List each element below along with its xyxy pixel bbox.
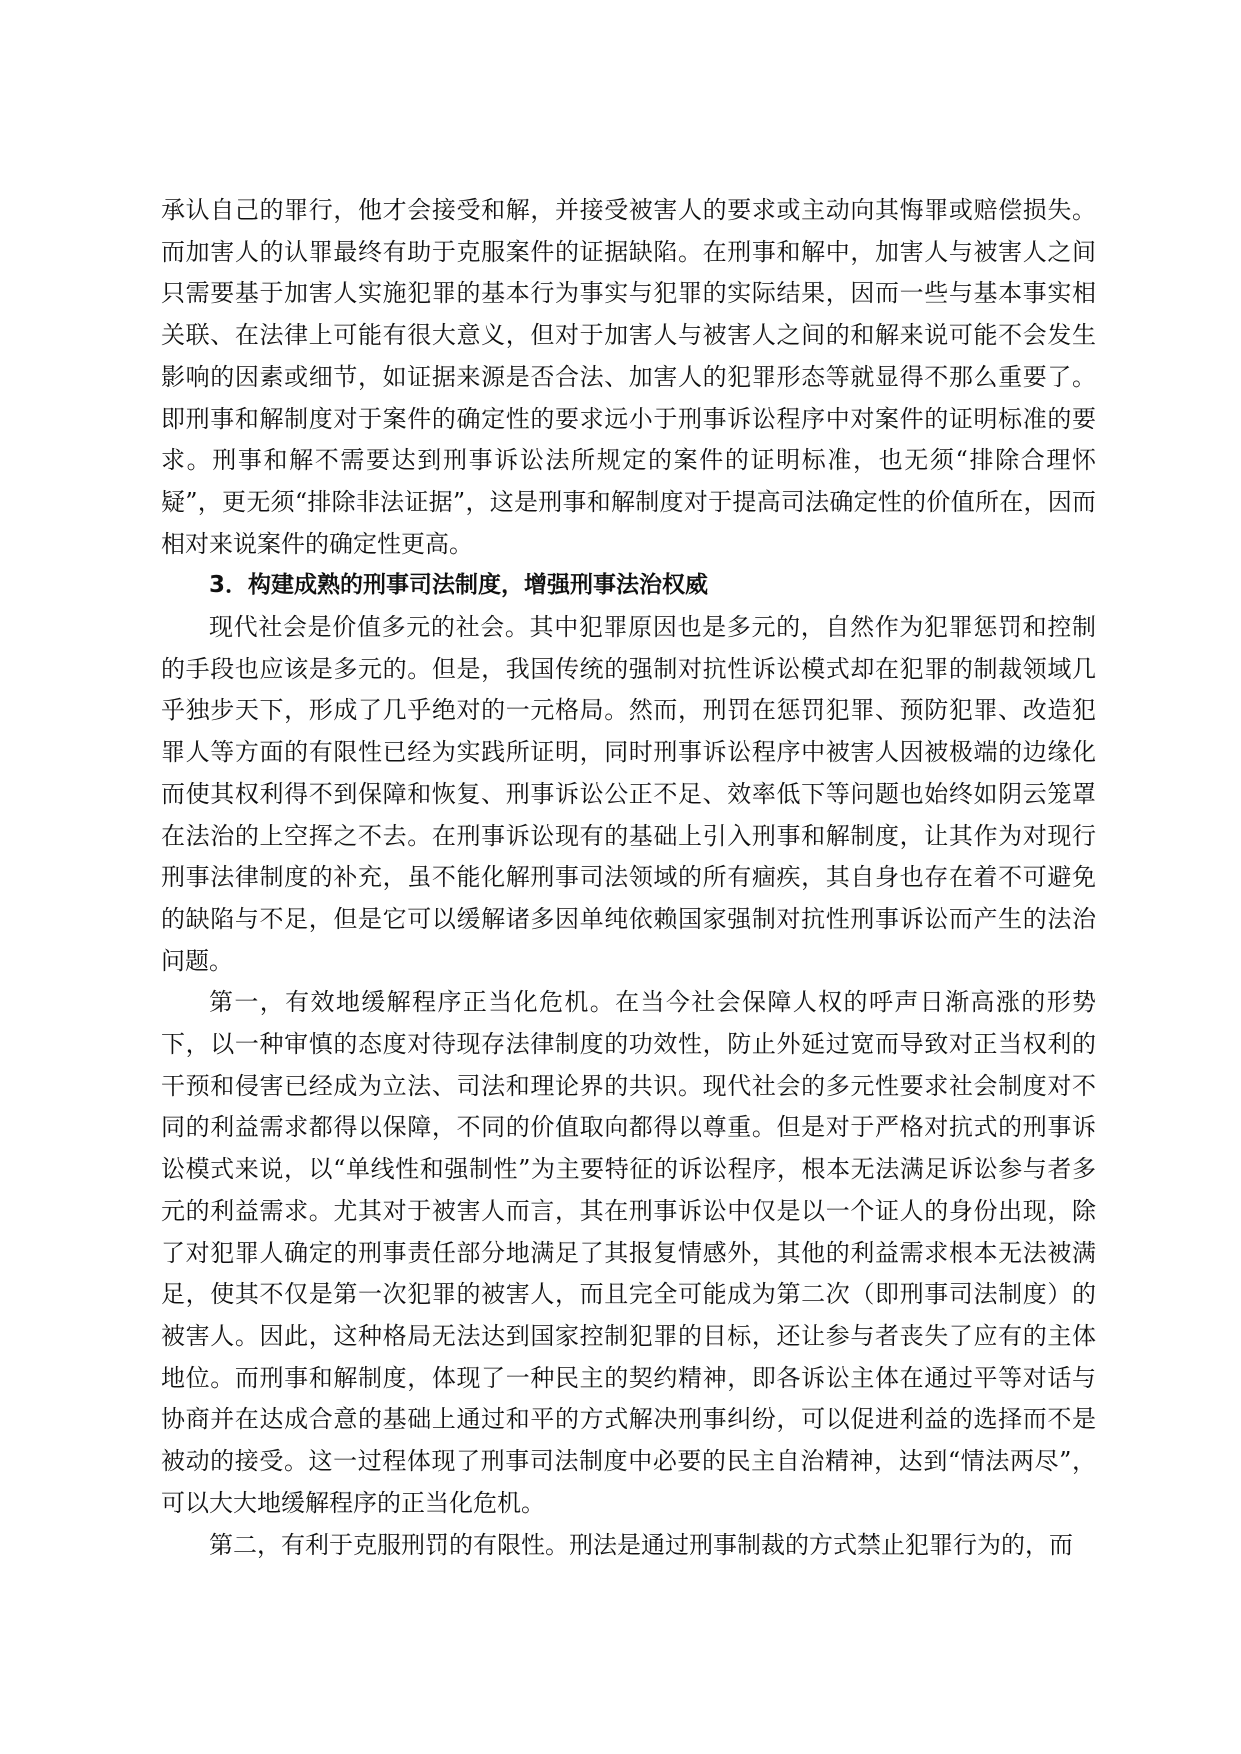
- paragraph-continuation: 承认自己的罪行，他才会接受和解，并接受被害人的要求或主动向其悔罪或赔偿损失。而加害人的认罪最终有助于克服案件的证据缺陷。在刑事和解中，加害人与被害人之间只需要基于加害人实施犯罪的基本行为事实与犯罪的实际结果，因而一些与基本事实相关联、在法律上可能有很大意义，但对于加害人与被害人之间的和解来说可能不会发生影响的因素或细节，如证据来源是否合法、加害人的犯罪形态等就显得不那么重要了。即刑事和解制度对于案件的确定性的要求远小于刑事诉讼程序中对案件的证明标准的要求。刑事和解不需要达到刑事诉讼法所规定的案件的证明标准，也无须“排除合理怀疑”，更无须“排除非法证据”，这是刑事和解制度对于提高司法确定性的价值所在，因而相对来说案件的确定性更高。: [161, 196, 1096, 558]
- paragraph-modern-society: 现代社会是价值多元的社会。其中犯罪原因也是多元的，自然作为犯罪惩罚和控制的手段也应该是多元的。但是，我国传统的强制对抗性诉讼模式却在犯罪的制裁领域几乎独步天下，形成了几乎绝对的一元格局。然而，刑罚在惩罚犯罪、预防犯罪、改造犯罪人等方面的有限性已经为实践所证明，同时刑事诉讼程序中被害人因被极端的边缘化而使其权利得不到保障和恢复、刑事诉讼公正不足、效率低下等问题也始终如阴云笼罩在法治的上空挥之不去。在刑事诉讼现有的基础上引入刑事和解制度，让其作为对现行刑事法律制度的补充，虽不能化解刑事司法领域的所有痼疾，其自身也存在着不可避免的缺陷与不足，但是它可以缓解诸多因单纯依赖国家强制对抗性刑事诉讼而产生的法治问题。: [161, 613, 1096, 975]
- section-heading: 3．构建成熟的刑事司法制度，增强刑事法治权威: [209, 572, 709, 599]
- document-page: [161, 190, 1096, 1566]
- paragraph-second-point: 第二，有利于克服刑罚的有限性。刑法是通过刑事制裁的方式禁止犯罪行为的，而: [209, 1530, 1073, 1559]
- paragraph-first-point: 第一，有效地缓解程序正当化危机。在当今社会保障人权的呼声日渐高涨的形势下，以一种审慎的态度对待现存法律制度的功效性，防止外延过宽而导致对正当权利的干预和侵害已经成为立法、司法和理论界的共识。现代社会的多元性要求社会制度对不同的利益需求都得以保障，不同的价值取向都得以尊重。但是对于严格对抗式的刑事诉讼模式来说，以“单线性和强制性”为主要特征的诉讼程序，根本无法满足诉讼参与者多元的利益需求。尤其对于被害人而言，其在刑事诉讼中仅是以一个证人的身份出现，除了对犯罪人确定的刑事责任部分地满足了其报复情感外，其他的利益需求根本无法被满足，使其不仅是第一次犯罪的被害人，而且完全可能成为第二次（即刑事司法制度）的被害人。因此，这种格局无法达到国家控制犯罪的目标，还让参与者丧失了应有的主体地位。而刑事和解制度，体现了一种民主的契约精神，即各诉讼主体在通过平等对话与协商并在达成合意的基础上通过和平的方式解决刑事纠纷，可以促进利益的选择而不是被动的接受。这一过程体现了刑事司法制度中必要的民主自治精神，达到“情法两尽”，可以大大地缓解程序的正当化危机。: [161, 988, 1096, 1517]
